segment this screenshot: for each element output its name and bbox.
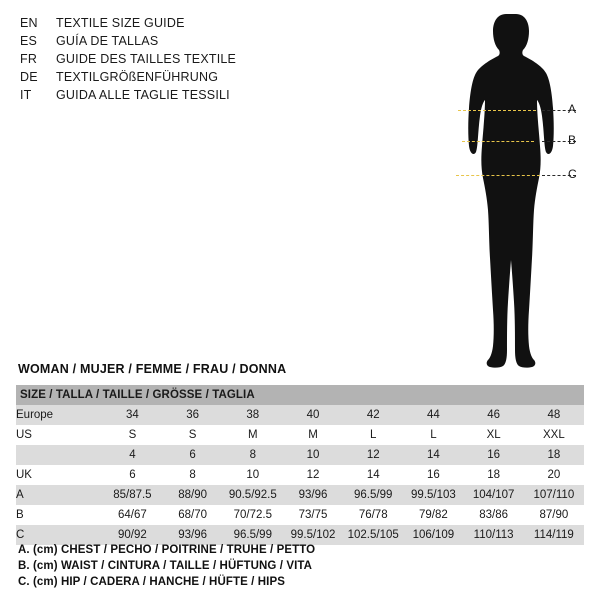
row-cell: 70/72.5 [223,505,283,525]
measure-label-c: C [568,167,577,181]
row-cell: 14 [403,445,463,465]
size-table [16,385,584,545]
language-code: DE [20,70,38,84]
row-label: UK [16,465,102,485]
row-label: Europe [16,405,102,425]
female-body-figure [430,10,590,375]
row-label: US [16,425,102,445]
row-label [16,445,102,465]
row-cell: 104/107 [464,485,524,505]
row-cell: 85/87.5 [102,485,162,505]
legend-row-waist: B. (cm) WAIST / CINTURA / TAILLE / HÜFTUNG / VITA [18,560,313,572]
measure-line-waist [462,141,534,142]
language-row [20,34,320,52]
language-code: EN [20,16,38,30]
language-row [20,70,320,88]
row-cell: 10 [223,465,283,485]
row-cell: 12 [343,445,403,465]
language-text: GUIDE DES TAILLES TEXTILE [56,52,237,66]
table-row [16,425,584,445]
language-text: GUIDA ALLE TAGLIE TESSILI [56,88,230,102]
row-cell: 8 [223,445,283,465]
row-cell: 110/113 [464,525,524,545]
table-row [16,445,584,465]
language-text: TEXTILGRÖßENFÜHRUNG [56,70,219,84]
language-code: ES [20,34,38,48]
row-label: A [16,485,102,505]
row-cell: 34 [102,405,162,425]
row-cell: L [343,425,403,445]
row-cell: L [403,425,463,445]
row-cell: 12 [283,465,343,485]
legend-row-hip: C. (cm) HIP / CADERA / HANCHE / HÜFTE / HIPS [18,576,286,588]
language-text: TEXTILE SIZE GUIDE [56,16,185,30]
row-cell: 90.5/92.5 [223,485,283,505]
table-row [16,405,584,425]
row-cell: 106/109 [403,525,463,545]
row-cell: M [283,425,343,445]
row-cell: 114/119 [524,525,584,545]
row-cell: 64/67 [102,505,162,525]
measure-label-a: A [568,102,577,116]
row-cell: 6 [102,465,162,485]
language-row [20,16,320,34]
row-cell: 102.5/105 [343,525,403,545]
language-row [20,52,320,70]
row-cell: XXL [524,425,584,445]
row-cell: XL [464,425,524,445]
language-code: FR [20,52,38,66]
row-cell: 16 [464,445,524,465]
section-title: WOMAN / MUJER / FEMME / FRAU / DONNA [18,362,287,376]
measure-label-b: B [568,133,577,147]
row-cell: 83/86 [464,505,524,525]
language-text: GUÍA DE TALLAS [56,34,159,48]
row-cell: 6 [163,445,223,465]
table-row [16,505,584,525]
table-header-label: SIZE / TALLA / TAILLE / GRÖSSE / TAGLIA [16,385,584,405]
row-cell: 96.5/99 [343,485,403,505]
row-cell: 87/90 [524,505,584,525]
row-cell: 93/96 [283,485,343,505]
row-cell: S [102,425,162,445]
row-cell: 16 [403,465,463,485]
row-cell: 36 [163,405,223,425]
row-cell: S [163,425,223,445]
row-cell: 76/78 [343,505,403,525]
row-cell: 42 [343,405,403,425]
row-cell: 18 [464,465,524,485]
row-cell: M [223,425,283,445]
row-cell: 73/75 [283,505,343,525]
row-cell: 40 [283,405,343,425]
language-code: IT [20,88,32,102]
row-label: C [16,525,102,545]
row-cell: 68/70 [163,505,223,525]
table-row [16,465,584,485]
row-cell: 4 [102,445,162,465]
row-cell: 99.5/103 [403,485,463,505]
row-cell: 20 [524,465,584,485]
row-cell: 90/92 [102,525,162,545]
language-row [20,88,320,106]
female-silhouette-icon [430,10,590,375]
row-cell: 88/90 [163,485,223,505]
row-cell: 96.5/99 [223,525,283,545]
row-cell: 93/96 [163,525,223,545]
row-cell: 46 [464,405,524,425]
measure-line-hip [456,175,540,176]
language-title-list [20,16,320,106]
row-cell: 14 [343,465,403,485]
row-cell: 18 [524,445,584,465]
row-cell: 99.5/102 [283,525,343,545]
row-label: B [16,505,102,525]
row-cell: 10 [283,445,343,465]
legend-row-chest: A. (cm) CHEST / PECHO / POITRINE / TRUHE / PETTO [18,544,316,556]
row-cell: 79/82 [403,505,463,525]
measure-line-chest [458,110,536,111]
row-cell: 48 [524,405,584,425]
row-cell: 38 [223,405,283,425]
measurement-legend [18,542,578,590]
table-header-row [16,385,584,405]
row-cell: 107/110 [524,485,584,505]
table-row [16,485,584,505]
row-cell: 8 [163,465,223,485]
row-cell: 44 [403,405,463,425]
